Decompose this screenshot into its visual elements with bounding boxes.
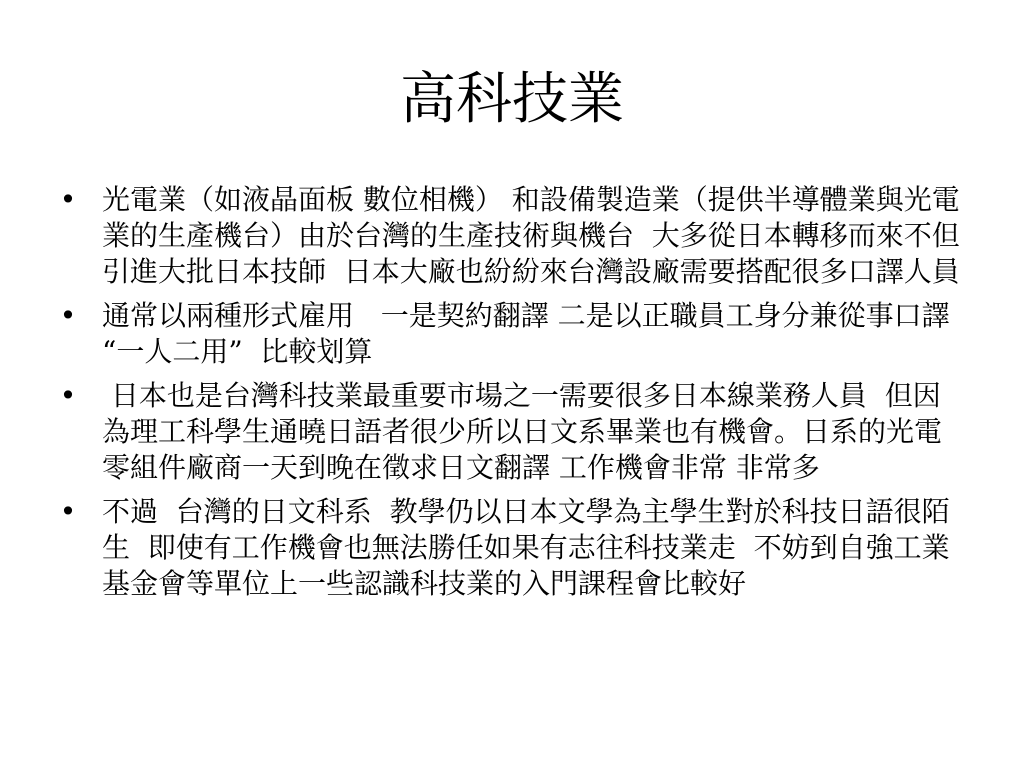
bullet-icon: •: [59, 379, 77, 412]
bullet-item: [58, 378, 968, 486]
slide-title: 高科技業: [400, 67, 624, 132]
bullet-icon: •: [59, 299, 77, 332]
bullet-item: [58, 298, 995, 370]
bullet-text: 光電業（如液晶面板 數位相機） 和設備製造業（提供半導體業與光電業的生產機台）由於台灣的生產技術與機台 大多從日本轉移而來不但引進大批日本技師 日本大廠也紛紛來台灣設廠需要搭配很多口譯人員: [102, 183, 960, 288]
bullet-list: [58, 182, 995, 610]
bullet-item: [58, 494, 968, 602]
bullet-item: [58, 182, 968, 290]
bullet-text: 通常以兩種形式雇用 一是契約翻譯 二是以正職員工身分兼從事口譯 “一人二用” 比較划算: [102, 299, 995, 368]
bullet-text: 日本也是台灣科技業最重要市場之一需要很多日本線業務人員 但因為理工科學生通曉日語者很少所以日文系畢業也有機會。日系的光電零組件廠商一天到晚在徵求日文翻譯 工作機會非常 非常多: [102, 379, 943, 484]
bullet-text: 不過 台灣的日文科系 教學仍以日本文學為主學生對於科技日語很陌生 即使有工作機會也無法勝任如果有志往科技業走 不妨到自強工業基金會等單位上一些認識科技業的入門課程會比較好: [102, 495, 950, 600]
bullet-icon: •: [59, 183, 77, 216]
bullet-icon: •: [59, 495, 77, 528]
